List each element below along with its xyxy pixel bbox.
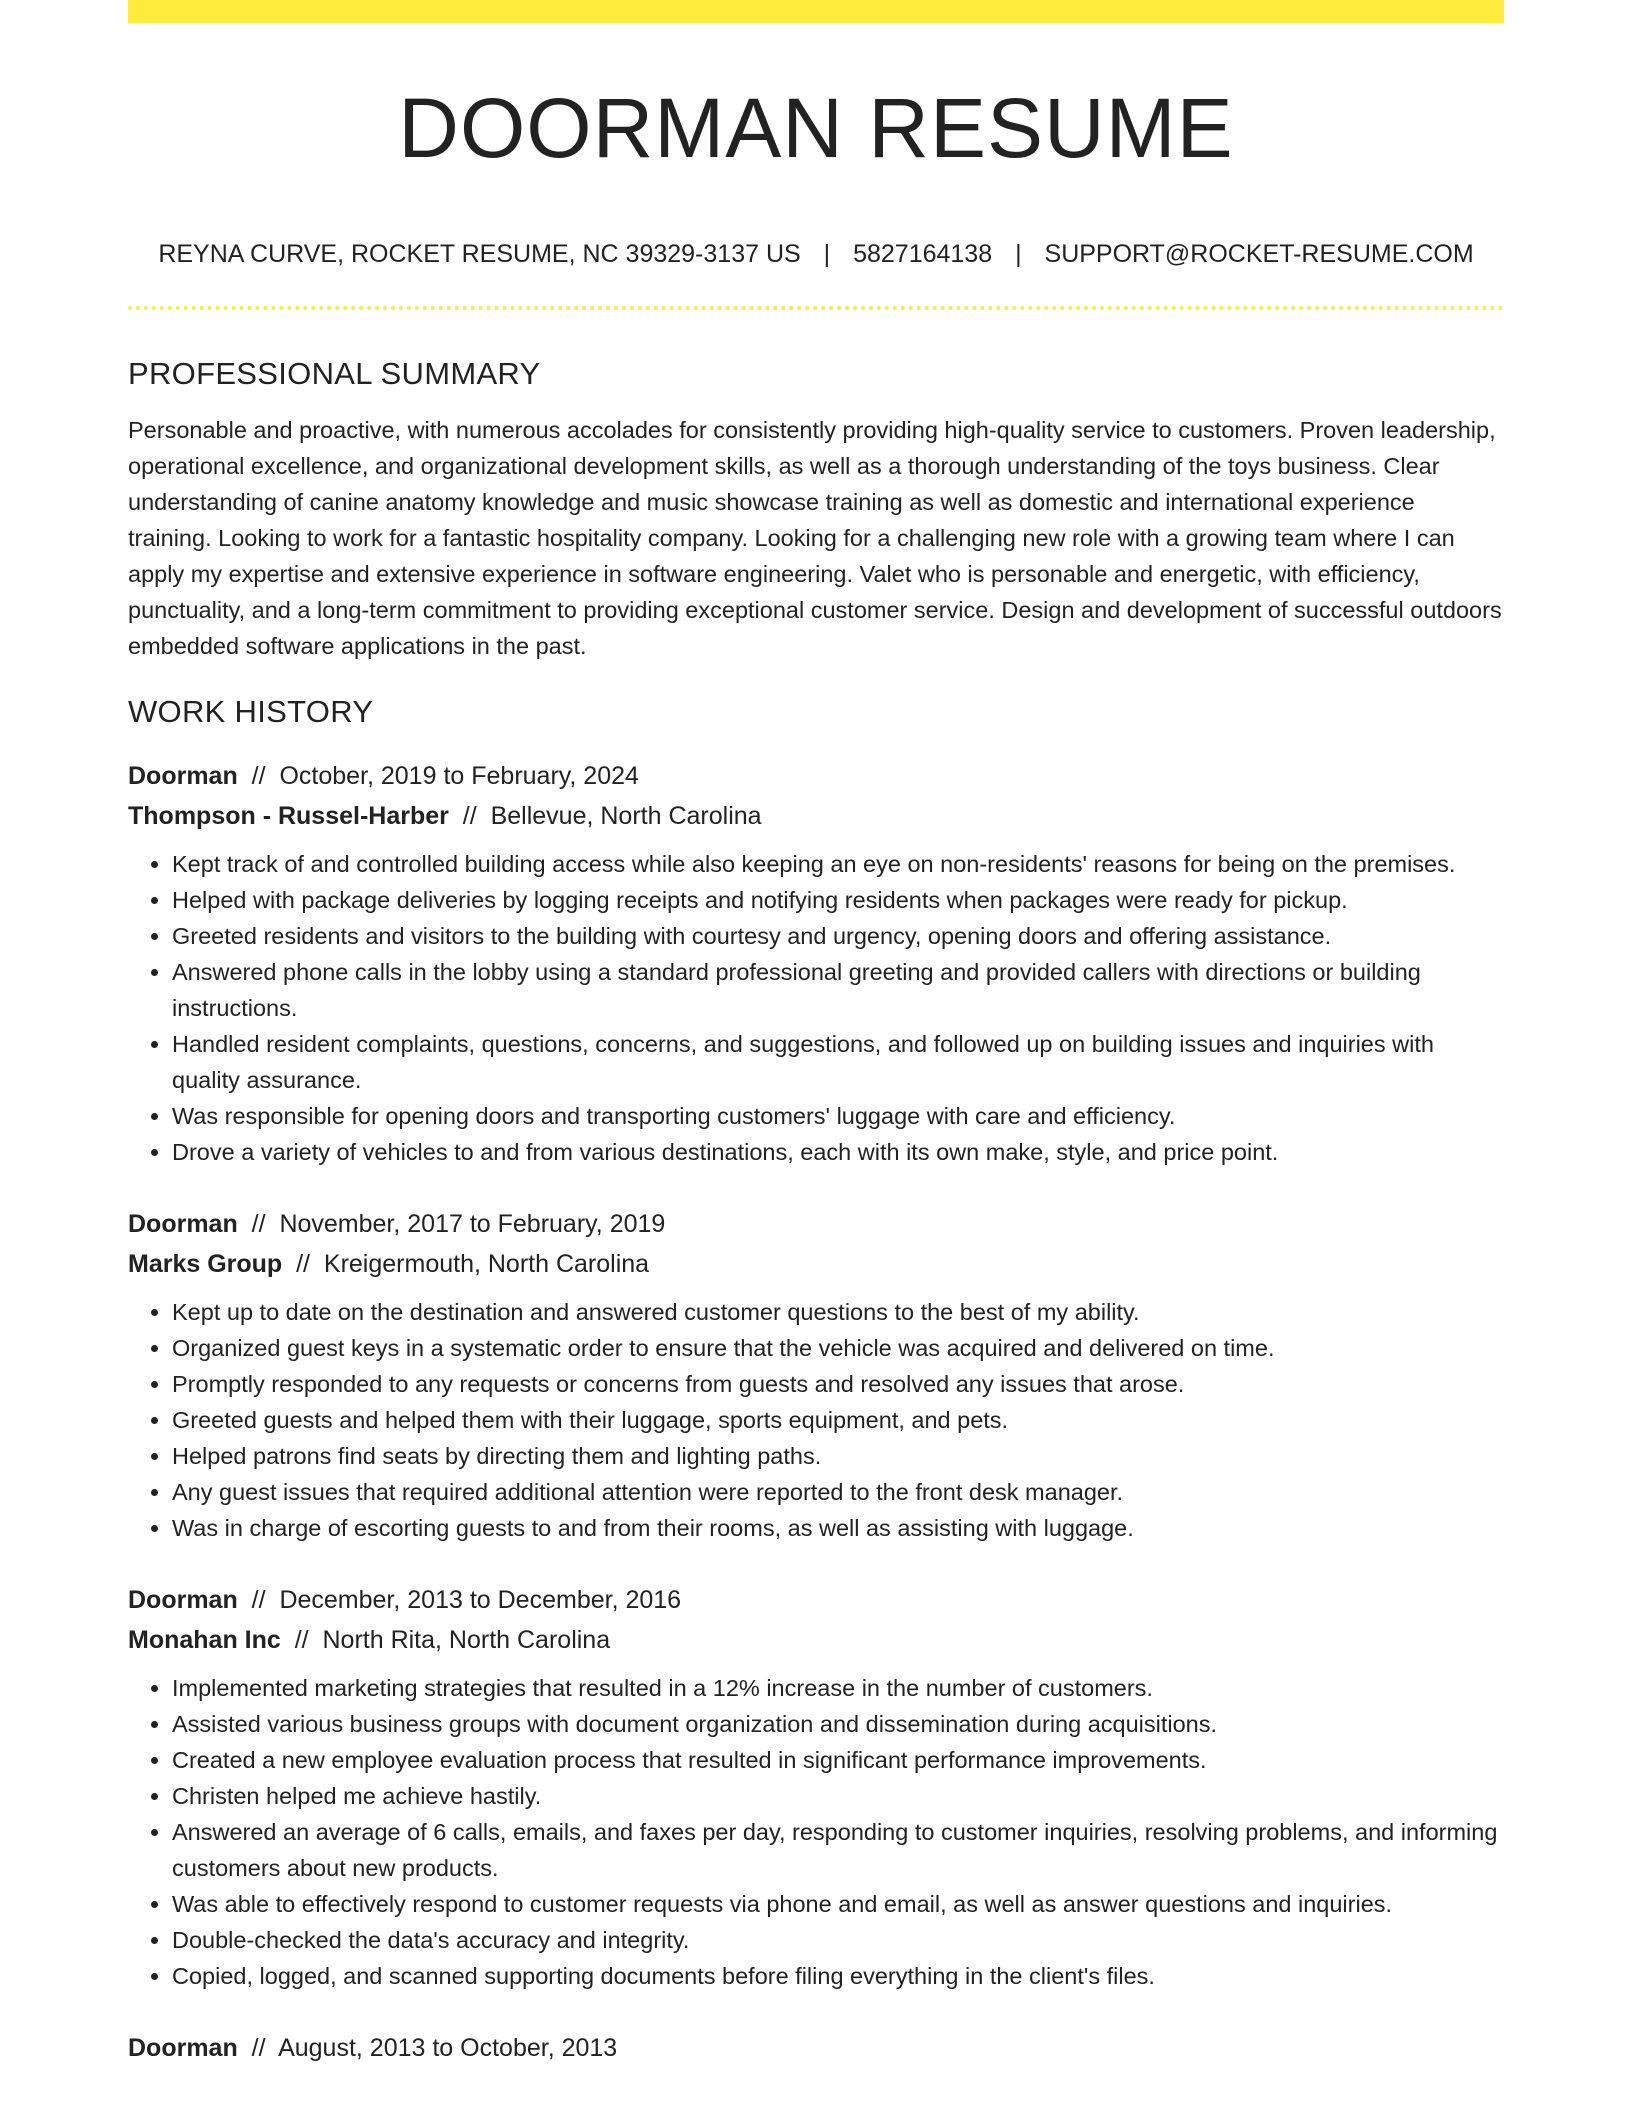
job-location: North Rita, North Carolina: [322, 1626, 611, 1654]
job-entry: [128, 1204, 1504, 1546]
duty-item: • Organized guest keys in a systematic order to ensure that the vehicle was acquired and delivered on time.: [172, 1330, 1504, 1366]
job-entry: [128, 2028, 1504, 2068]
job-title-line: [128, 1580, 1504, 1620]
duty-item: • Was able to effectively respond to customer requests via phone and email, as well as answer questions and inquiries.: [172, 1886, 1504, 1922]
job-duties: [128, 846, 1504, 1170]
job-divider: //: [287, 1626, 316, 1654]
job-company-line: [128, 796, 1504, 836]
duty-item: • Implemented marketing strategies that resulted in a 12% increase in the number of customers.: [172, 1670, 1504, 1706]
duty-item: • Any guest issues that required additional attention were reported to the front desk manager.: [172, 1474, 1504, 1510]
job-title: Doorman: [128, 762, 238, 790]
contact-separator: |: [1015, 240, 1022, 268]
job-title-line: [128, 2028, 1504, 2068]
duty-item: • Assisted various business groups with document organization and dissemination during acquisitions.: [172, 1706, 1504, 1742]
job-duties: [128, 1670, 1504, 1994]
job-dates: October, 2019 to February, 2024: [279, 762, 639, 790]
duty-item: • Helped patrons find seats by directing them and lighting paths.: [172, 1438, 1504, 1474]
resume-body: [128, 352, 1504, 2068]
job-entry: [128, 756, 1504, 1170]
duty-item: • Was in charge of escorting guests to and from their rooms, as well as assisting with luggage.: [172, 1510, 1504, 1546]
job-divider: //: [455, 802, 484, 830]
duty-item: • Handled resident complaints, questions, concerns, and suggestions, and followed up on building issues and inquiries with quality assurance.: [172, 1026, 1504, 1098]
duty-item: • Helped with package deliveries by logging receipts and notifying residents when packages were ready for pickup.: [172, 882, 1504, 918]
work-history-heading: WORK HISTORY: [128, 694, 374, 729]
summary-heading: PROFESSIONAL SUMMARY: [128, 356, 541, 391]
job-dates: December, 2013 to December, 2016: [279, 1586, 682, 1614]
duty-item: • Drove a variety of vehicles to and from various destinations, each with its own make, style, and price point.: [172, 1134, 1504, 1170]
duty-item: • Was responsible for opening doors and transporting customers' luggage with care and efficiency.: [172, 1098, 1504, 1134]
duty-item: • Christen helped me achieve hastily.: [172, 1778, 1504, 1814]
job-divider: //: [244, 2034, 273, 2062]
job-company-line: [128, 1244, 1504, 1284]
contact-email: SUPPORT@ROCKET-RESUME.COM: [1044, 240, 1474, 268]
job-divider: //: [289, 1250, 317, 1278]
job-dates: August, 2013 to October, 2013: [278, 2034, 618, 2062]
job-dates: November, 2017 to February, 2019: [279, 1210, 666, 1238]
job-duties: [128, 1294, 1504, 1546]
job-title: Doorman: [128, 1586, 238, 1614]
duty-item: • Promptly responded to any requests or concerns from guests and resolved any issues that arose.: [172, 1366, 1504, 1402]
contact-address: REYNA CURVE, ROCKET RESUME, NC 39329-3137 US: [158, 240, 801, 268]
duty-item: • Kept up to date on the destination and answered customer questions to the best of my ability.: [172, 1294, 1504, 1330]
job-company: Thompson - Russel-Harber: [128, 802, 449, 830]
contact-phone: 5827164138: [853, 240, 993, 268]
job-location: Bellevue, North Carolina: [490, 802, 762, 830]
top-accent-bar: [128, 0, 1504, 23]
duty-item: • Created a new employee evaluation process that resulted in significant performance improvements.: [172, 1742, 1504, 1778]
duty-item: • Double-checked the data's accuracy and integrity.: [172, 1922, 1504, 1958]
contact-separator: |: [823, 240, 831, 268]
job-divider: //: [244, 1586, 273, 1614]
summary-text: Personable and proactive, with numerous accolades for consistently providing high-quality service to customers. Proven leadership, operational excellence, and organizational development skills, as well as a thorough understanding of the toys business. Clear understanding of canine anatomy knowledge and music showcase training as well as domestic and international experience training. Looking to work for a fantastic hospitality company. Looking for a challenging new role with a growing team where I can apply my expertise and extensive experience in software engineering. Valet who is personable and energetic, with efficiency, punctuality, and a long-term commitment to providing exceptional customer service. Design and development of successful outdoors embedded software applications in the past.: [128, 417, 1502, 659]
job-title: Doorman: [128, 1210, 238, 1238]
contact-line: [128, 236, 1504, 272]
job-company: Marks Group: [128, 1250, 283, 1278]
job-divider: //: [244, 762, 273, 790]
resume-title: DOORMAN RESUME: [398, 81, 1234, 175]
job-divider: //: [244, 1210, 273, 1238]
job-company-line: [128, 1620, 1504, 1660]
job-company: Monahan Inc: [128, 1626, 281, 1654]
duty-item: • Answered an average of 6 calls, emails, and faxes per day, responding to customer inquiries, resolving problems, and informing customers about new products.: [172, 1814, 1504, 1886]
duty-item: • Copied, logged, and scanned supporting documents before filing everything in the client's files.: [172, 1958, 1504, 1994]
job-entry: [128, 1580, 1504, 1994]
job-title: Doorman: [128, 2034, 238, 2062]
job-title-line: [128, 756, 1504, 796]
job-location: Kreigermouth, North Carolina: [323, 1250, 650, 1278]
duty-item: • Greeted residents and visitors to the building with courtesy and urgency, opening doors and offering assistance.: [172, 918, 1504, 954]
duty-item: • Greeted guests and helped them with their luggage, sports equipment, and pets.: [172, 1402, 1504, 1438]
duty-item: • Answered phone calls in the lobby using a standard professional greeting and provided callers with directions or building instructions.: [172, 954, 1504, 1026]
duty-item: • Kept track of and controlled building access while also keeping an eye on non-residents' reasons for being on the premises.: [172, 846, 1504, 882]
job-title-line: [128, 1204, 1504, 1244]
dotted-divider: [128, 306, 1504, 310]
